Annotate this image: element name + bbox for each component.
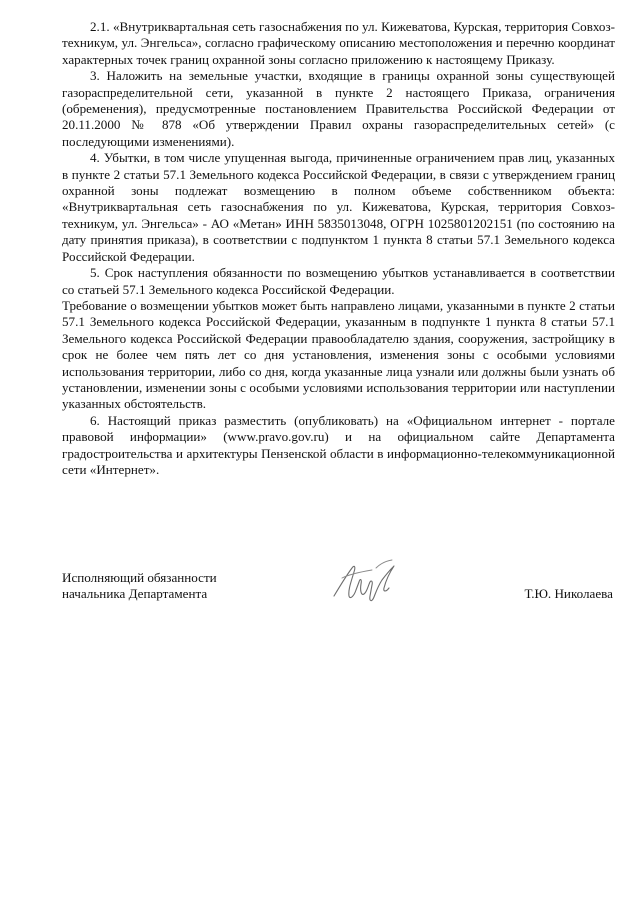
handwritten-signature-icon	[328, 556, 408, 606]
paragraph-5: 5. Срок наступления обязанности по возмещению убытков устанавливается в соответствии со статьей 57.1 Земельного кодекса Российской Федерации.	[62, 265, 615, 297]
paragraph-2-1: 2.1. «Внутриквартальная сеть газоснабжения по ул. Кижеватова, Курская, территория Совхоз-техникум, ул. Энгельса», согласно графическому описанию местоположения и перечню координат характерных точек границ охранной зоны согласно приложению к настоящему Приказу.	[62, 19, 615, 67]
paragraph-4: 4. Убытки, в том числе упущенная выгода, причиненные ограничением прав лиц, указанных в пункте 2 статьи 57.1 Земельного кодекса Российской Федерации, в связи с утверждением границ охранной зоны подлежат возмещению в полном объеме собственником объекта: «Внутриквартальная сеть газоснабжения по ул. Кижеватова, Курская, территория Совхоз-техникум, ул. Энгельса» - АО «Метан» ИНН 5835013048, ОГРН 1025801202151 (по состоянию на дату принятия приказа), в соответствии с подпунктом 1 пункта 8 статьи 57.1 Земельного кодекса Российской Федерации.	[62, 150, 615, 264]
signatory-title-line1: Исполняющий обязанности	[62, 570, 217, 585]
document-body	[62, 19, 615, 478]
paragraph-5-requirement: Требование о возмещении убытков может быть направлено лицами, указанными в пункте 2 статьи 57.1 Земельного кодекса Российской Федерации, указанным в подпункте 1 пункта 8 статьи 57.1 Земельного кодекса Российской Федерации правообладателю здания, сооружения, застройщику в срок не более чем пять лет со дня установления, изменения зоны с особыми условиями использования территории, либо со дня, когда указанные лица узнали или должны были узнать об установлении, изменении зоны с особыми условиями использования территории или наступлении указанных обстоятельств.	[62, 297, 615, 412]
signatory-name: Т.Ю. Николаева	[524, 586, 613, 601]
signatory-title	[62, 570, 217, 603]
paragraph-6: 6. Настоящий приказ разместить (опубликовать) на «Официальном интернет - портале правовой информации» (www.pravo.gov.ru) и на официальном сайте Департамента градостроительства и архитектуры Пензенской области в информационно-телекоммуникационной сети «Интернет».	[62, 412, 615, 477]
signatory-title-line2: начальника Департамента	[62, 586, 208, 602]
paragraph-3: 3. Наложить на земельные участки, входящие в границы охранной зоны существующей газораспределительной сети, указанной в пункте 2 настоящего Приказа, ограничения (обременения), предусмотренные постановлением Правительства Российской Федерации от 20.11.2000 № 878 «Об утверждении Правил охраны газораспределительных сетей» (с последующими изменениями).	[62, 68, 615, 149]
